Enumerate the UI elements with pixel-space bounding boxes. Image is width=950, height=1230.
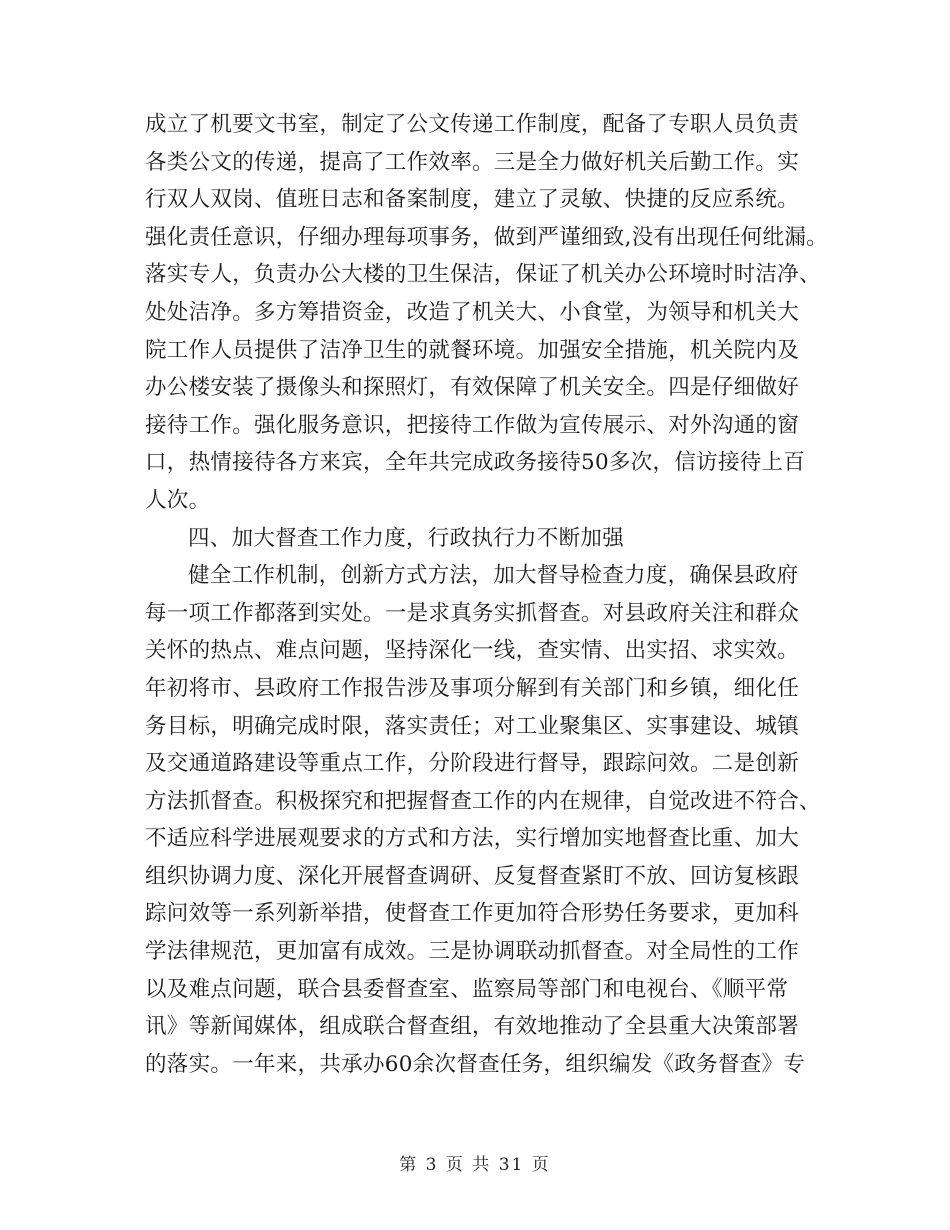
section-heading: 四、加大督查工作力度，行政执行力不断加强 [188,525,625,551]
text-line: 以及难点问题，联合县委督查室、监察局等部门和电视台、《顺平常 [145,976,789,1002]
text-line: 各类公文的传递，提高了工作效率。三是全力做好机关后勤工作。实 [145,149,800,175]
text-line: 的落实。一年来，共承办60余次督查任务，组织编发《政务督查》专 [145,1051,806,1077]
text-line: 院工作人员提供了洁净卫生的就餐环境。加强安全措施，机关院内及 [145,337,800,363]
text-line: 人次。 [145,487,211,513]
text-line: 接待工作。强化服务意识，把接待工作做为宣传展示、对外沟通的窗 [145,412,800,438]
text-line: 学法律规范，更加富有成效。三是协调联动抓督查。对全局性的工作 [145,939,800,965]
text-line: 强化责任意识，仔细办理每项事务，做到严谨细致,没有出现任何纰漏。 [145,224,828,250]
text-line: 年初将市、县政府工作报告涉及事项分解到有关部门和乡镇，细化任 [145,675,800,701]
text-line: 健全工作机制，创新方式方法，加大督导检查力度，确保县政府 [188,563,799,589]
text-line: 方法抓督查。积极探究和把握督查工作的内在规律，自觉改进不符合、 [145,788,821,814]
text-line: 处处洁净。多方筹措资金，改造了机关大、小食堂，为领导和机关大 [145,299,800,325]
text-line: 关怀的热点、难点问题，坚持深化一线，查实情、出实招、求实效。 [145,638,800,664]
text-line: 口，热情接待各方来宾，全年共完成政务接待50多次，信访接待上百 [145,450,806,476]
text-line: 不适应科学进展观要求的方式和方法，实行增加实地督查比重、加大 [145,826,800,852]
text-line: 落实专人，负责办公大楼的卫生保洁，保证了机关办公环境时时洁净、 [145,262,821,288]
text-line: 每一项工作都落到实处。一是求真务实抓督查。对县政府关注和群众 [145,600,800,626]
text-line: 组织协调力度、深化开展督查调研、反复督查紧盯不放、回访复核跟 [145,863,800,889]
text-line: 成立了机要文书室，制定了公文传递工作制度，配备了专职人员负责 [145,112,800,137]
text-line: 务目标，明确完成时限，落实责任；对工业聚集区、实事建设、城镇 [145,713,800,739]
page-footer: 第 3 页 共 31 页 [399,1155,551,1175]
document-body [145,106,828,1083]
text-line: 办公楼安装了摄像头和探照灯，有效保障了机关安全。四是仔细做好 [145,375,800,401]
text-line: 及交通道路建设等重点工作，分阶段进行督导，跟踪问效。二是创新 [145,751,800,777]
text-line: 踪问效等一系列新举措，使督查工作更加符合形势任务要求，更加科 [145,901,800,927]
text-line: 行双人双岗、值班日志和备案制度，建立了灵敏、快捷的反应系统。 [145,187,800,213]
text-line: 讯》等新闻媒体，组成联合督查组，有效地推动了全县重大决策部署 [145,1014,800,1040]
